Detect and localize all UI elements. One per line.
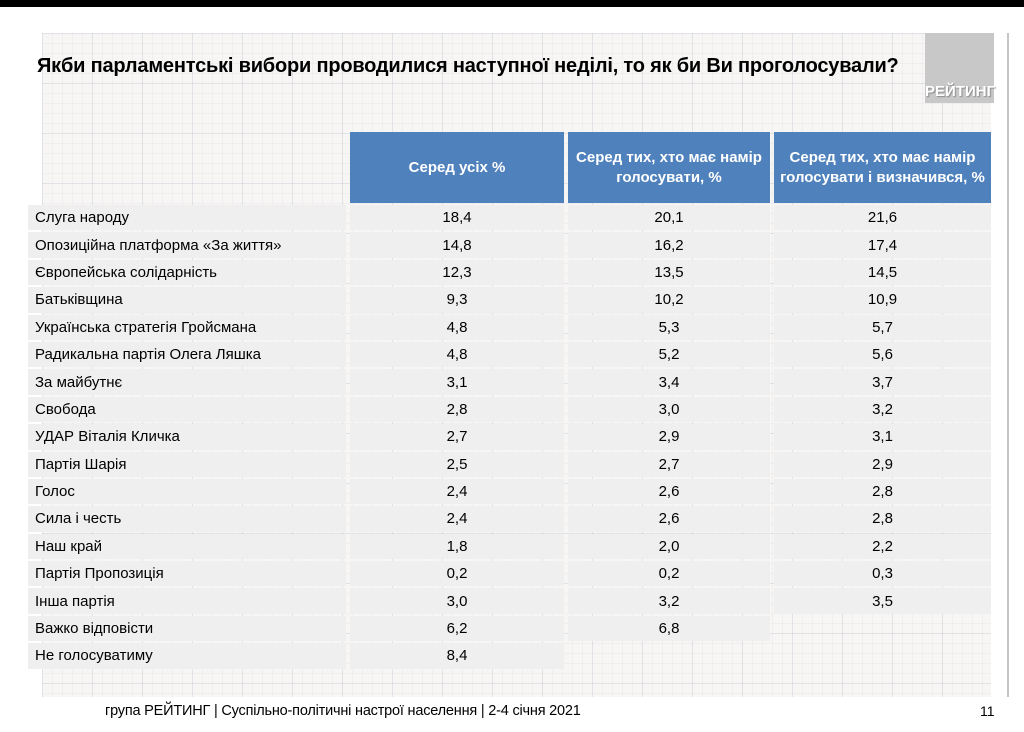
value-cell: 14,5 — [774, 260, 991, 285]
table-row — [28, 506, 991, 531]
value-cell: 4,8 — [350, 315, 564, 340]
value-cell: 2,6 — [568, 506, 770, 531]
table-row — [28, 616, 991, 641]
party-name-cell: Партія Шарія — [28, 452, 346, 477]
table-row — [28, 643, 991, 668]
table-row — [28, 588, 991, 613]
value-cell: 2,8 — [350, 397, 564, 422]
table-row — [28, 534, 991, 559]
value-cell: 12,3 — [350, 260, 564, 285]
party-name-cell: Сила і честь — [28, 506, 346, 531]
value-cell: 2,7 — [350, 424, 564, 449]
table-row — [28, 479, 991, 504]
value-cell: 0,3 — [774, 561, 991, 586]
value-cell: 8,4 — [350, 643, 564, 668]
value-cell: 2,9 — [774, 452, 991, 477]
rating-group-logo — [925, 33, 994, 103]
value-cell: 3,2 — [568, 588, 770, 613]
value-cell: 2,8 — [774, 506, 991, 531]
value-cell: 14,8 — [350, 232, 564, 257]
header-cell-decided-voters: Серед тих, хто має намір голосувати і визначився, % — [774, 132, 991, 203]
value-cell: 3,1 — [350, 369, 564, 394]
value-cell: 2,7 — [568, 452, 770, 477]
value-cell — [774, 616, 991, 641]
party-name-cell: Свобода — [28, 397, 346, 422]
value-cell — [568, 643, 770, 668]
table-row — [28, 232, 991, 257]
party-name-cell: Не голосуватиму — [28, 643, 346, 668]
party-name-cell: Наш край — [28, 534, 346, 559]
table-row — [28, 369, 991, 394]
header-cell-intend-to-vote: Серед тих, хто має намір голосувати, % — [568, 132, 770, 203]
value-cell: 2,4 — [350, 506, 564, 531]
party-name-cell: Голос — [28, 479, 346, 504]
value-cell: 3,2 — [774, 397, 991, 422]
party-name-cell: Важко відповісти — [28, 616, 346, 641]
table-row — [28, 287, 991, 312]
value-cell: 0,2 — [568, 561, 770, 586]
value-cell: 2,2 — [774, 534, 991, 559]
value-cell: 3,0 — [568, 397, 770, 422]
value-cell: 6,8 — [568, 616, 770, 641]
value-cell: 0,2 — [350, 561, 564, 586]
value-cell: 6,2 — [350, 616, 564, 641]
value-cell: 4,8 — [350, 342, 564, 367]
party-name-cell: Інша партія — [28, 588, 346, 613]
value-cell: 2,9 — [568, 424, 770, 449]
results-table — [28, 132, 991, 671]
value-cell: 9,3 — [350, 287, 564, 312]
value-cell: 13,5 — [568, 260, 770, 285]
value-cell: 2,8 — [774, 479, 991, 504]
value-cell: 5,7 — [774, 315, 991, 340]
party-name-cell: Опозиційна платформа «За життя» — [28, 232, 346, 257]
table-row — [28, 424, 991, 449]
table-row — [28, 342, 991, 367]
value-cell: 1,8 — [350, 534, 564, 559]
table-row — [28, 452, 991, 477]
right-divider-line — [1007, 33, 1009, 697]
party-name-cell: Європейська солідарність — [28, 260, 346, 285]
table-body — [28, 205, 991, 669]
rating-logo-text: РЕЙТИНГ — [925, 83, 996, 100]
value-cell: 3,4 — [568, 369, 770, 394]
value-cell: 2,5 — [350, 452, 564, 477]
table-row — [28, 260, 991, 285]
table-row — [28, 397, 991, 422]
value-cell — [774, 643, 991, 668]
page-number: 11 — [980, 703, 995, 719]
party-name-cell: За майбутнє — [28, 369, 346, 394]
value-cell: 5,6 — [774, 342, 991, 367]
value-cell: 2,4 — [350, 479, 564, 504]
value-cell: 2,6 — [568, 479, 770, 504]
party-name-cell: УДАР Віталія Кличка — [28, 424, 346, 449]
value-cell: 3,0 — [350, 588, 564, 613]
party-name-cell: Батьківщина — [28, 287, 346, 312]
party-name-cell: Радикальна партія Олега Ляшка — [28, 342, 346, 367]
footer-source-text: група РЕЙТИНГ | Суспільно-політичні настрої населення | 2-4 січня 2021 — [105, 703, 581, 719]
value-cell: 5,3 — [568, 315, 770, 340]
value-cell: 5,2 — [568, 342, 770, 367]
value-cell: 18,4 — [350, 205, 564, 230]
value-cell: 20,1 — [568, 205, 770, 230]
party-name-cell: Слуга народу — [28, 205, 346, 230]
header-cell-among-all: Серед усіх % — [350, 132, 564, 203]
value-cell: 10,9 — [774, 287, 991, 312]
value-cell: 3,5 — [774, 588, 991, 613]
value-cell: 17,4 — [774, 232, 991, 257]
top-black-bar — [0, 0, 1024, 7]
table-row — [28, 315, 991, 340]
value-cell: 16,2 — [568, 232, 770, 257]
party-name-cell: Партія Пропозиція — [28, 561, 346, 586]
slide-title: Якби парламентські вибори проводилися наступної неділі, то як би Ви проголосували? — [37, 55, 899, 77]
table-header-row — [28, 132, 991, 203]
value-cell: 3,1 — [774, 424, 991, 449]
value-cell: 10,2 — [568, 287, 770, 312]
table-row — [28, 205, 991, 230]
value-cell: 3,7 — [774, 369, 991, 394]
value-cell: 2,0 — [568, 534, 770, 559]
party-name-cell: Українська стратегія Гройсмана — [28, 315, 346, 340]
table-row — [28, 561, 991, 586]
header-cell-empty — [28, 132, 346, 203]
value-cell: 21,6 — [774, 205, 991, 230]
